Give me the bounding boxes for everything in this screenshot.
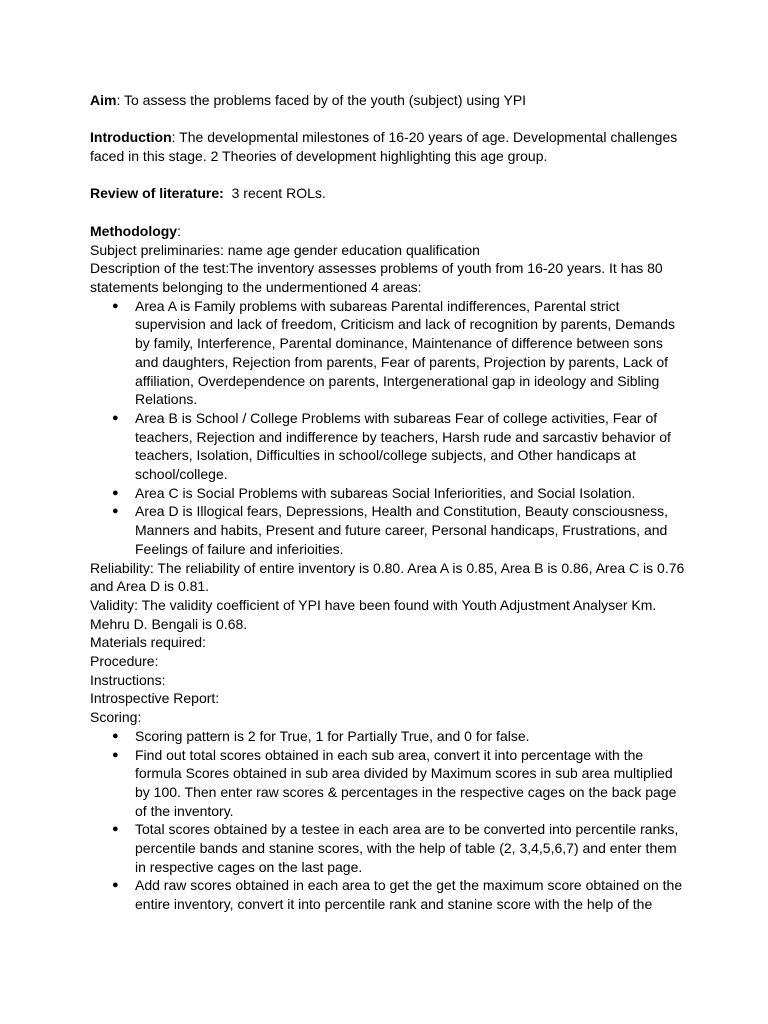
review-paragraph [90,184,690,203]
materials-heading: Materials required: [90,634,206,651]
list-item-area-b: ● Area B is School / College Problems with subareas Fear of college activities, Fear of teachers, Rejection and indifference by teachers, Harsh rude and sarcastiv behavior of teachers, Isolation, Difficulties in school/college subjects, and Other handicaps at school/college. [90,409,690,484]
instructions-heading: Instructions: [90,671,166,688]
list-item-area-d: ● Area D is Illogical fears, Depressions, Health and Constitution, Beauty consciousness, Manners and habits, Present and future career, Personal handicaps, Frustrations, and Feelings of failure and inferioities. [90,502,690,558]
aim-label: Aim [90,92,117,108]
methodology-label: Methodology [90,222,178,239]
list-item-total-score: ● Add raw scores obtained in each area to get the get the maximum score obtained on the entire inventory, convert it into percentile rank and stanine score with the help of the [90,876,690,913]
introduction-paragraph [90,128,690,165]
list-item-subarea-scores: ● Find out total scores obtained in each sub area, convert it into percentage with the formula Scores obtained in sub area divided by Maximum scores in sub area multiplied by 100. Then enter raw scores & percentages in the respective cages on the back page of the inventory. [90,746,690,821]
list-item-scoring-pattern: ● Scoring pattern is 2 for True, 1 for Partially True, and 0 for false. [90,727,690,746]
methodology-colon: : [177,222,181,239]
validity-paragraph: Validity: The validity coefficient of YPI have been found with Youth Adjustment Analyser Km. Mehru D. Bengali is 0.68. [90,596,657,632]
scoring-list [90,727,690,914]
list-item-area-a: ● Area A is Family problems with subareas Parental indifferences, Parental strict supervision and lack of freedom, Criticism and lack of recognition by parents, Demands by family, Interference, Parental dominance, Maintenance of difference between sons and daughters, Rejection from parents, Fear of parents, Projection by parents, Lack of affiliation, Overdependence on parents, Intergenerational gap in ideology and Sibling Relations. [90,297,690,409]
aim-text: : To assess the problems faced by of the youth (subject) using YPI [116,92,527,108]
scoring-heading: Scoring: [90,709,142,726]
document-page [90,91,690,914]
list-item-area-c: ● Area C is Social Problems with subareas Social Inferiorities, and Social Isolation. [90,484,690,503]
areas-list [90,297,690,559]
subject-preliminaries: Subject preliminaries: name age gender education qualification [90,241,480,258]
test-description: Description of the test:The inventory assesses problems of youth from 16-20 years. It has 80 statements belonging to the undermentioned 4 areas: [90,260,663,295]
aim-paragraph [90,91,690,110]
spacer [90,203,690,222]
review-text: 3 recent ROLs. [223,185,326,202]
list-item-percentile-ranks: ● Total scores obtained by a testee in each area are to be converted into percentile ranks, percentile bands and stanine scores, with the help of table (2, 3,4,5,6,7) and enter them in respective cages on the last page. [90,820,690,876]
review-label: Review of literature: [90,185,224,202]
methodology-heading [90,222,690,241]
reliability-paragraph: Reliability: The reliability of entire inventory is 0.80. Area A is 0.85, Area B is 0.86, Area C is 0.76 and Area D is 0.81. [90,559,685,595]
introspective-report-heading: Introspective Report: [90,690,220,707]
spacer [90,110,690,129]
introduction-text: : The developmental milestones of 16-20 years of age. Developmental challenges faced in this stage. 2 Theories of development highlighting this age group. [90,129,678,165]
procedure-heading: Procedure: [90,653,159,670]
introduction-label: Introduction [90,129,172,146]
spacer [90,166,690,185]
